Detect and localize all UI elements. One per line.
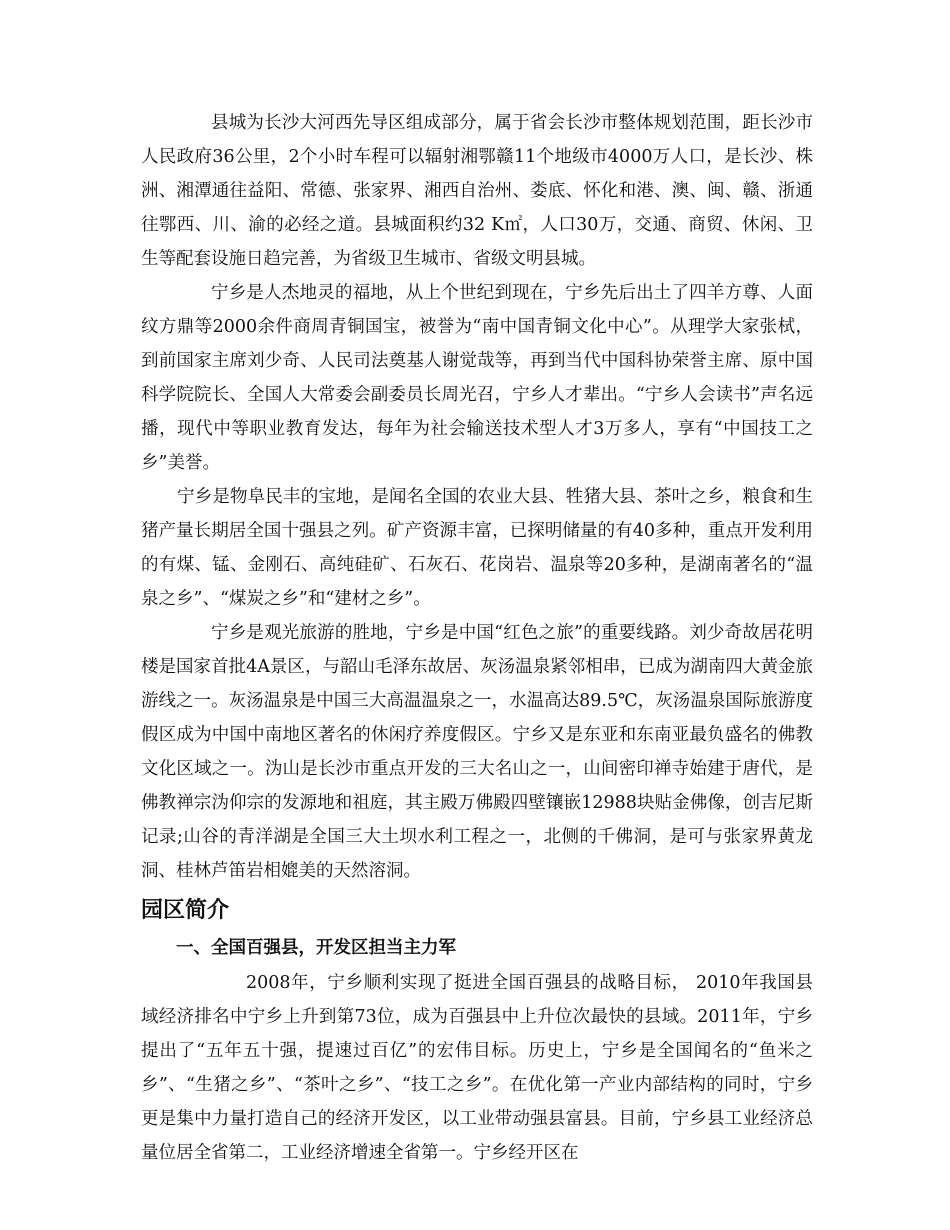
paragraph-development-zone: 2008年，宁乡顺利实现了挺进全国百强县的战略目标， 2010年我国县域经济排名中宁乡上升到第73位，成为百强县中上升位次最快的县域。2011年，宁乡提出了“五年五十强，提速过百亿”的宏伟目标。历史上，宁乡是全国闻名的“鱼米之乡”、“生猪之乡”、“茶叶之乡”、“技工之乡”。在优化第一产业内部结构的同时，宁乡更是集中力量打造自己的经济开发区，以工业带动强县富县。目前，宁乡县工业经济总量位居全省第二，工业经济增速全省第一。宁乡经开区在: [141, 973, 813, 1163]
section-heading: 园区简介: [141, 898, 230, 923]
paragraph-talent: 宁乡是人杰地灵的福地，从上个世纪到现在，宁乡先后出土了四羊方尊、人面纹方鼎等2000余件商周青铜国宝，被誉为“南中国青铜文化中心”。从理学大家张栻，到前国家主席刘少奇、人民司法奠基人谢觉哉等，再到当代中国科协荣誉主席、原中国科学院院长、全国人大常委会副委员长周光召，宁乡人才辈出。“宁乡人会读书”声名远播，现代中等职业教育发达，每年为社会输送技术型人才3万多人，享有“中国技工之乡”美誉。: [141, 283, 813, 473]
paragraph-tourism: 宁乡是观光旅游的胜地，宁乡是中国“红色之旅”的重要线路。刘少奇故居花明楼是国家首批4A景区，与韶山毛泽东故居、灰汤温泉紧邻相串，已成为湖南四大黄金旅游线之一。灰汤温泉是中国三大高温温泉之一，水温高达89.5℃，灰汤温泉国际旅游度假区成为中国中南地区著名的休闲疗养度假区。宁乡又是东亚和东南亚最负盛名的佛教文化区域之一。沩山是长沙市重点开发的三大名山之一，山间密印禅寺始建于唐代，是佛教禅宗沩仰宗的发源地和祖庭，其主殿万佛殿四壁镶嵌12988块贴金佛像，创吉尼斯记录;山谷的青洋湖是全国三大土坝水利工程之一，北侧的千佛洞，是可与张家界黄龙洞、桂林芦笛岩相媲美的天然溶洞。: [141, 623, 813, 881]
subheading: 一、全国百强县，开发区担当主力军: [176, 938, 456, 958]
paragraph-county-overview: 县城为长沙大河西先导区组成部分，属于省会长沙市整体规划范围，距长沙市人民政府36公里，2个小时车程可以辐射湘鄂赣11个地级市4000万人口，是长沙、株洲、湘潭通往益阳、常德、张家界、湘西自治州、娄底、怀化和港、澳、闽、赣、浙通往鄂西、川、渝的必经之道。县城面积约32 K㎡，人口30万，交通、商贸、休闲、卫生等配套设施日趋完善，为省级卫生城市、省级文明县城。: [141, 113, 813, 269]
paragraph-resources: 宁乡是物阜民丰的宝地，是闻名全国的农业大县、牲猪大县、茶叶之乡，粮食和生猪产量长期居全国十强县之列。矿产资源丰富，已探明储量的有40多种，重点开发利用的有煤、锰、金刚石、高纯硅矿、石灰石、花岗岩、温泉等20多种，是湖南著名的“温泉之乡”、“煤炭之乡”和“建材之乡”。: [141, 487, 813, 609]
document-body: [141, 106, 813, 1170]
